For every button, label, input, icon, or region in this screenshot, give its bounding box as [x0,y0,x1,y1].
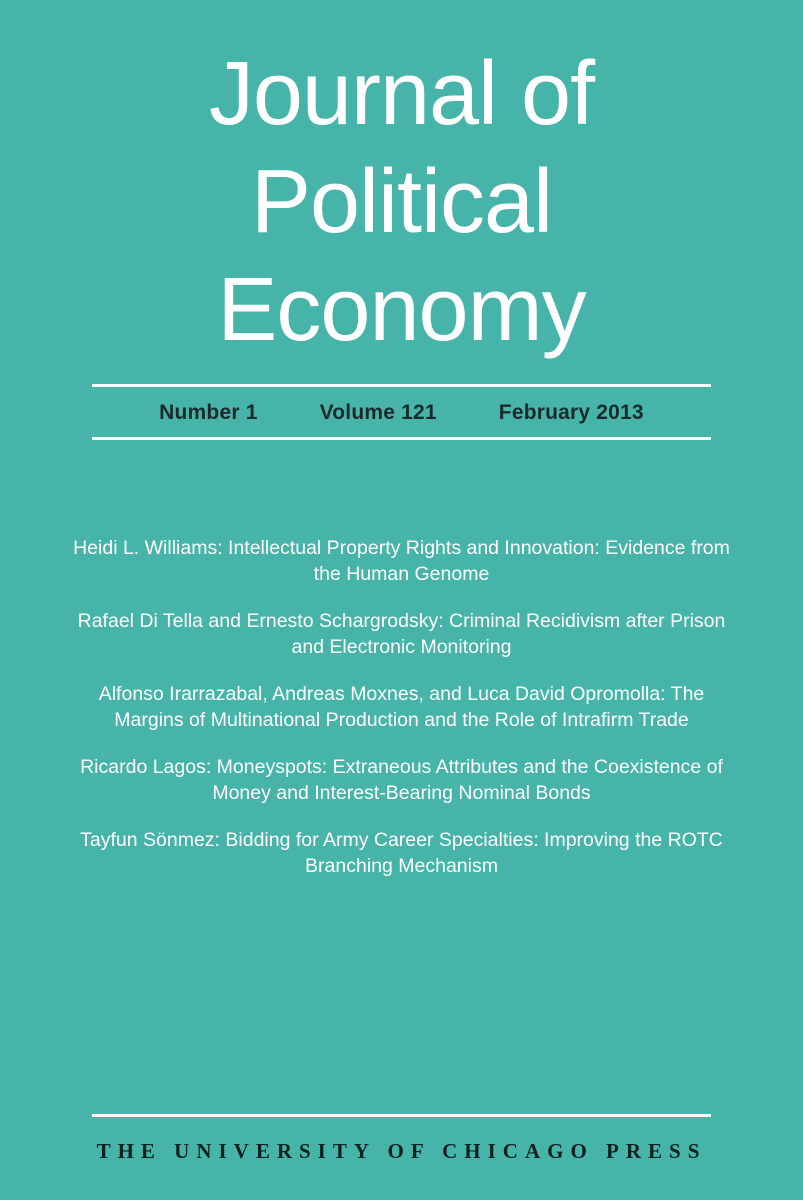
publisher-footer [92,1114,711,1164]
contents-list [0,536,803,879]
issue-rule-bottom [92,437,711,440]
contents-entry: Alfonso Irarrazabal, Andreas Moxnes, and Luca David Opromolla: The Margins of Multinational Production and the Role of Intrafirm Trade [98,683,705,731]
footer-rule [92,1114,711,1117]
issue-row [92,387,711,437]
contents-entry: Rafael Di Tella and Ernesto Schargrodsky: Criminal Recidivism after Prison and Electronic Monitoring [77,610,726,658]
journal-title-line-3: Economy [217,260,586,360]
issue-block [0,384,803,440]
contents-entry: Ricardo Lagos: Moneyspots: Extraneous Attributes and the Coexistence of Money and Interest-Bearing Nominal Bonds [80,756,723,804]
issue-number: Number 1 [159,401,258,424]
contents-entry: Tayfun Sönmez: Bidding for Army Career Specialties: Improving the ROTC Branching Mechanism [80,829,723,877]
publisher-name: THE UNIVERSITY OF CHICAGO PRESS [96,1139,707,1163]
issue-date: February 2013 [498,401,644,424]
contents-entry: Heidi L. Williams: Intellectual Property Rights and Innovation: Evidence from the Human Genome [73,537,730,585]
journal-title-line-1: Journal of [208,44,595,144]
journal-title [0,0,803,364]
journal-title-line-2: Political [250,152,553,252]
issue-volume: Volume 121 [319,401,437,424]
